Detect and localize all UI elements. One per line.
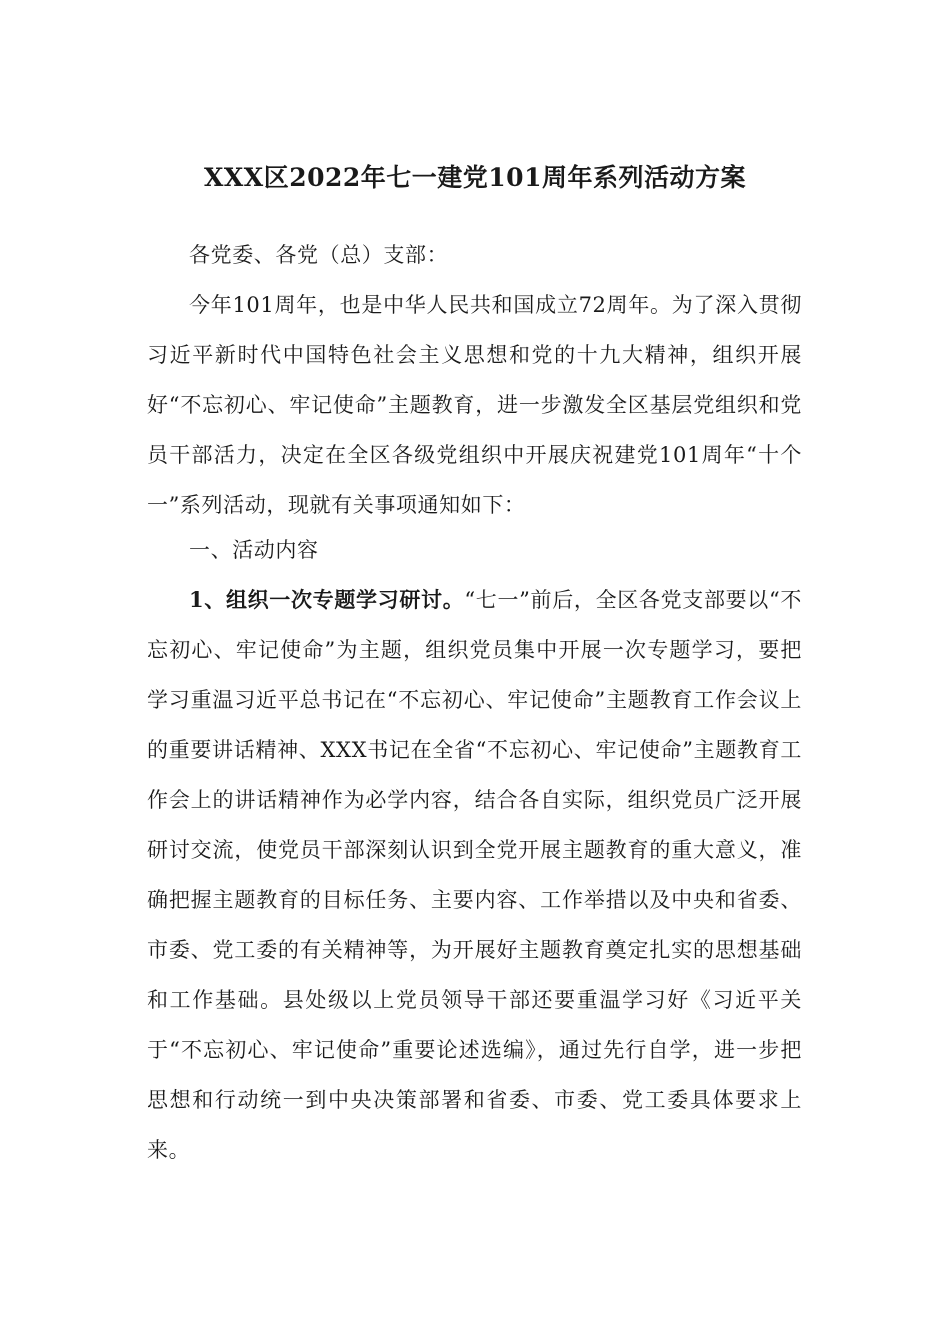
activity-item-1 <box>147 575 802 1175</box>
activity-item-1-text: “七一”前后，全区各党支部要以“不忘初心、牢记使命”为主题，组织党员集中开展一次专题学习，要把学习重温习近平总书记在“不忘初心、牢记使命”主题教育工作会议上的重要讲话精神、XXX书记在全省“不忘初心、牢记使命”主题教育工作会上的讲话精神作为必学内容，结合各自实际，组织党员广泛开展研讨交流，使党员干部深刻认识到全党开展主题教育的重大意义，准确把握主题教育的目标任务、主要内容、工作举措以及中央和省委、市委、党工委的有关精神等，为开展好主题教育奠定扎实的思想基础和工作基础。县处级以上党员领导干部还要重温学习好《习近平关于“不忘初心、牢记使命”重要论述选编》，通过先行自学，进一步把思想和行动统一到中央决策部署和省委、市委、党工委具体要求上来。 <box>147 588 802 1162</box>
salutation: 各党委、各党（总）支部： <box>189 243 449 267</box>
document-title: XXX区2022年七一建党101周年系列活动方案 <box>204 163 746 192</box>
section-heading: 一、活动内容 <box>189 538 319 562</box>
activity-item-1-lead: 1、组织一次专题学习研讨。 <box>189 587 465 612</box>
intro-paragraph: 今年101周年，也是中华人民共和国成立72周年。为了深入贯彻习近平新时代中国特色社会主义思想和党的十九大精神，组织开展好“不忘初心、牢记使命”主题教育，进一步激发全区基层党组织和党员干部活力，决定在全区各级党组织中开展庆祝建党101周年“十个一”系列活动，现就有关事项通知如下： <box>147 293 802 517</box>
